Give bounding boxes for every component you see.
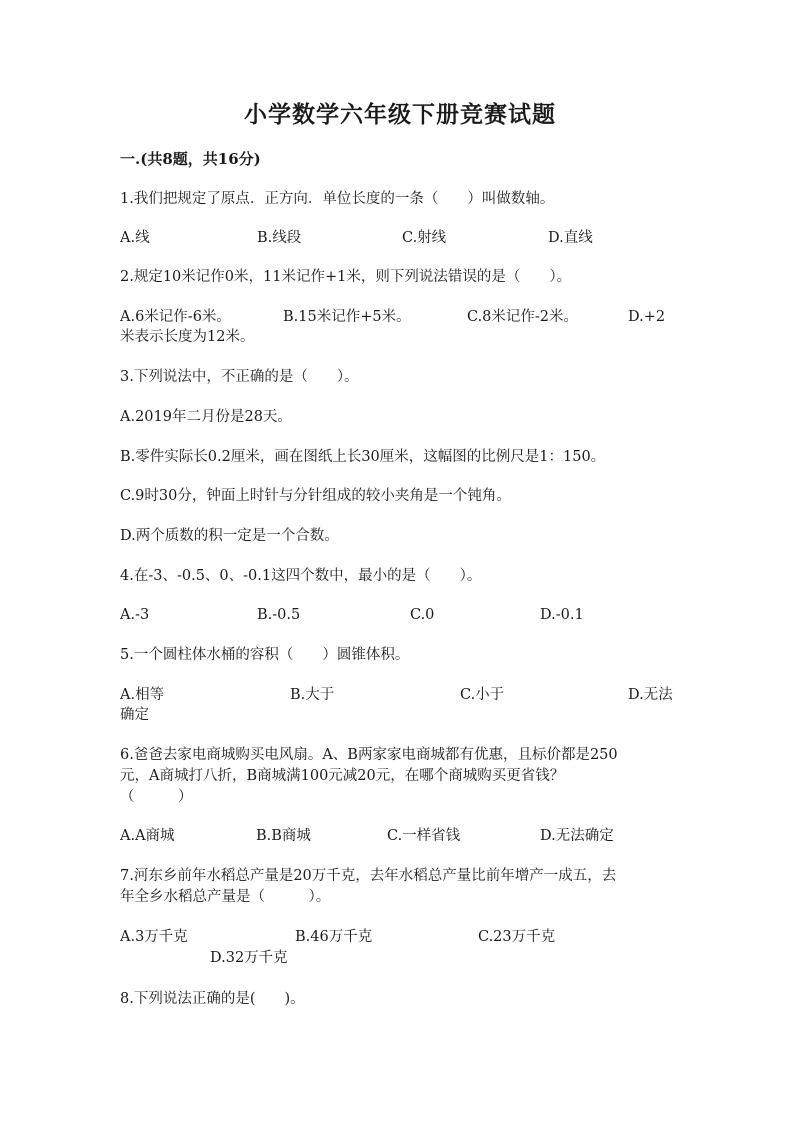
question-2-option-d-continued: 米表示长度为12米。 [120, 329, 255, 345]
question-7-option-a: A.3万千克 [120, 929, 188, 945]
question-5-option-b: B.大于 [290, 687, 335, 703]
question-3-option-a: A.2019年二月份是28天。 [120, 409, 292, 425]
question-6-option-c: C.一样省钱 [387, 828, 461, 844]
question-6-option-d: D.无法确定 [540, 828, 614, 844]
page-title: 小学数学六年级下册竞赛试题 [244, 101, 556, 128]
question-1-option-d: D.直线 [548, 230, 593, 246]
question-1-option-a: A.线 [120, 230, 150, 246]
question-4-stem: 4.在-3、-0.5、0、-0.1这四个数中，最小的是（ ）。 [120, 568, 482, 584]
question-1-option-c: C.射线 [402, 230, 447, 246]
question-1-option-b: B.线段 [257, 230, 302, 246]
question-8-stem: 8.下列说法正确的是( )。 [120, 991, 305, 1007]
section-heading: 一.(共8题，共16分) [120, 150, 261, 168]
question-6-option-a: A.A商城 [120, 828, 175, 844]
question-4-option-a: A.-3 [120, 607, 150, 623]
question-2-option-c: C.8米记作-2米。 [467, 309, 579, 325]
question-7-option-d: D.32万千克 [210, 950, 288, 966]
question-7-option-c: C.23万千克 [478, 929, 556, 945]
question-5-option-c: C.小于 [460, 687, 505, 703]
question-2-option-d: D.+2 [628, 309, 666, 325]
question-2-option-b: B.15米记作+5米。 [283, 309, 411, 325]
question-6-stem-line-2: 元，A商城打八折，B商城满100元减20元，在哪个商城购买更省钱？ [120, 768, 565, 784]
question-7-stem-line-2: 年全乡水稻总产量是（ ）。 [120, 889, 331, 905]
question-3-option-c: C.9时30分，钟面上时针与分针组成的较小夹角是一个钝角。 [120, 488, 511, 504]
question-2-stem: 2.规定10米记作0米，11米记作+1米，则下列说法错误的是（ ）。 [120, 269, 572, 285]
question-5-option-d-continued: 确定 [120, 707, 149, 723]
question-4-option-d: D.-0.1 [540, 607, 584, 623]
question-3-stem: 3.下列说法中，不正确的是（ ）。 [120, 369, 359, 385]
question-5-option-d: D.无法 [628, 687, 673, 703]
question-6-stem-line-3: （ ） [120, 789, 193, 805]
question-2-option-a: A.6米记作-6米。 [120, 309, 231, 325]
question-6-stem-line-1: 6.爸爸去家电商城购买电风扇。A、B两家家电商城都有优惠，且标价都是250 [120, 747, 618, 763]
question-4-option-c: C.0 [410, 607, 435, 623]
question-6-option-b: B.B商城 [256, 828, 311, 844]
question-3-option-b: B.零件实际长0.2厘米，画在图纸上长30厘米，这幅图的比例尺是1：150。 [120, 449, 606, 465]
question-1-stem: 1.我们把规定了原点．正方向．单位长度的一条（ ）叫做数轴。 [120, 191, 555, 207]
question-4-option-b: B.-0.5 [257, 607, 301, 623]
question-7-stem-line-1: 7.河东乡前年水稻总产量是20万千克，去年水稻总产量比前年增产一成五，去 [120, 868, 617, 884]
question-7-option-b: B.46万千克 [295, 929, 373, 945]
question-3-option-d: D.两个质数的积一定是一个合数。 [120, 528, 339, 544]
question-5-stem: 5.一个圆柱体水桶的容积（ ）圆锥体积。 [120, 647, 410, 663]
question-5-option-a: A.相等 [120, 687, 165, 703]
